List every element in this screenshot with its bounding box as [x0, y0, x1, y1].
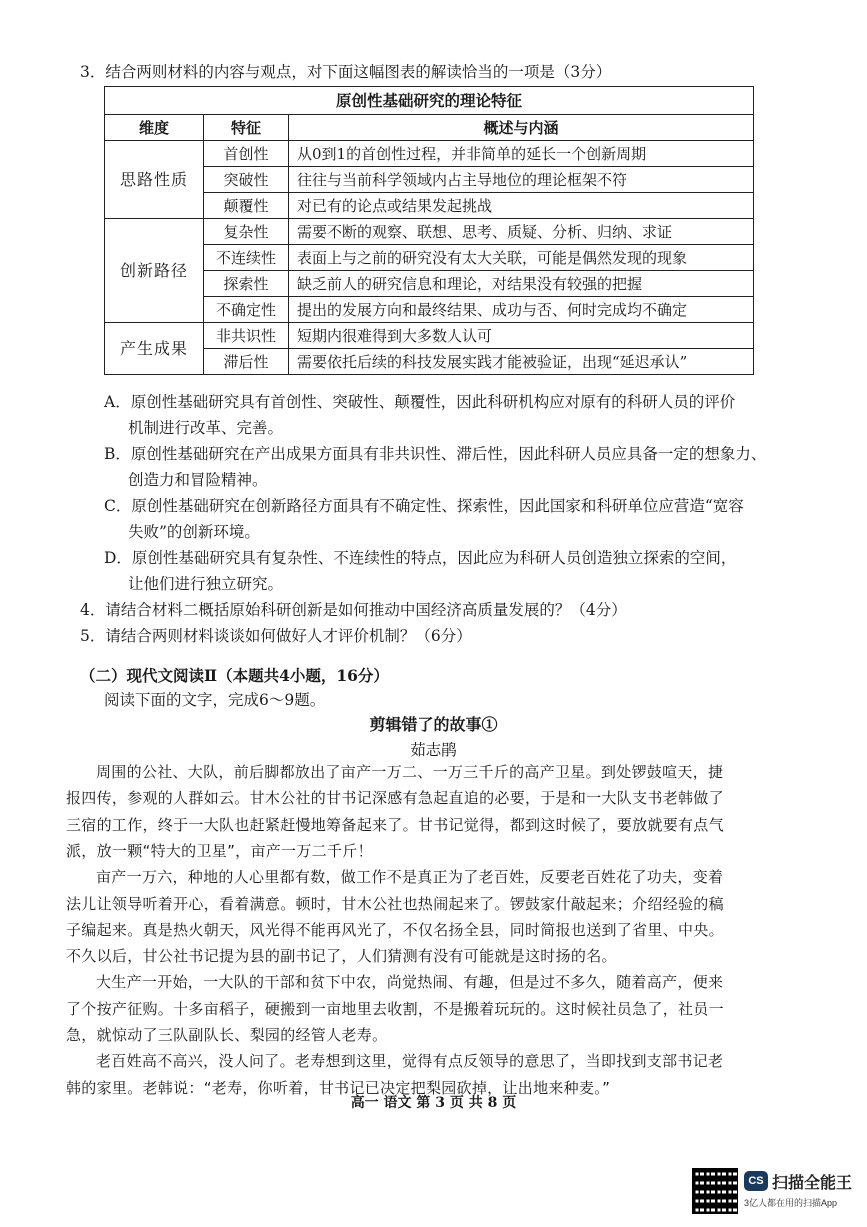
- table-row: [105, 141, 754, 167]
- story-line: 韩的家里。老韩说：“老寿，你听着，甘书记已决定把梨园砍掉，让出地来种麦。”: [66, 1078, 611, 1097]
- page-footer: 高一 语文 第 3 页 共 8 页: [350, 1095, 517, 1111]
- feature-cell: 复杂性: [204, 219, 289, 245]
- story-line: 三宿的工作，终于一大队也赶紧赶慢地筹备起来了。甘书记觉得，都到这时候了，要放就要有点气: [66, 815, 724, 834]
- feature-cell: 探索性: [204, 271, 289, 297]
- camscanner-logo-icon: CS: [744, 1171, 768, 1191]
- scanner-watermark: [692, 1168, 862, 1218]
- watermark-name: 扫描全能王: [772, 1175, 853, 1192]
- table-row: [105, 219, 754, 245]
- feature-cell: 非共识性: [204, 323, 289, 349]
- table-header-cell: 概述与内涵: [289, 115, 754, 141]
- description-cell: 需要不断的观察、联想、思考、质疑、分析、归纳、求证: [289, 219, 754, 245]
- table-caption-row: [105, 87, 754, 115]
- table-header-cell: 维度: [105, 115, 204, 141]
- feature-cell: 颠覆性: [204, 193, 289, 219]
- watermark-subtitle: 3亿人都在用的扫描App: [744, 1198, 838, 1208]
- story-line: 子编起来。真是热火朝天，风光得不能再风光了，不仅名扬全县，同时简报也送到了省里、中央。: [66, 920, 724, 939]
- dimension-cell: 创新路径: [105, 219, 204, 323]
- table-header-row: [105, 115, 754, 141]
- dimension-cell: 思路性质: [105, 141, 204, 219]
- reading-instruction: 阅读下面的文字，完成6～9题。: [104, 691, 326, 709]
- features-table: [104, 86, 754, 375]
- option-b-cont: 创造力和冒险精神。: [128, 471, 268, 489]
- dimension-cell: 产生成果: [105, 323, 204, 375]
- story-title: 剪辑错了的故事①: [369, 715, 498, 734]
- table-row: [105, 323, 754, 349]
- table-header-cell: 特征: [204, 115, 289, 141]
- description-cell: 从0到1的首创性过程，并非简单的延长一个创新周期: [289, 141, 754, 167]
- description-cell: 提出的发展方向和最终结果、成功与否、何时完成均不确定: [289, 297, 754, 323]
- section-heading: （二）现代文阅读Ⅱ（本题共4小题，16分）: [80, 666, 389, 685]
- option-c-cont: 失败”的创新环境。: [128, 523, 260, 541]
- feature-cell: 不确定性: [204, 297, 289, 323]
- description-cell: 往往与当前科学领域内占主导地位的理论框架不符: [289, 167, 754, 193]
- question-4: 4．请结合材料二概括原始科研创新是如何推动中国经济高质量发展的？（4分）: [80, 601, 627, 619]
- story-line: 不久以后，甘公社书记提为县的副书记了，人们猜测有没有可能就是这时扬的名。: [66, 947, 617, 966]
- table-caption: 原创性基础研究的理论特征: [105, 87, 754, 115]
- story-author: 茹志鹃: [410, 741, 457, 759]
- option-d-cont: 让他们进行独立研究。: [128, 575, 284, 593]
- feature-cell: 滞后性: [204, 349, 289, 375]
- option-d: D．原创性基础研究具有复杂性、不连续性的特点，因此应为科研人员创造独立探索的空间，: [104, 549, 737, 567]
- description-cell: 短期内很难得到大多数人认可: [289, 323, 754, 349]
- option-c: C．原创性基础研究在创新路径方面具有不确定性、探索性，因此国家和科研单位应营造“宽容: [104, 497, 744, 515]
- feature-cell: 突破性: [204, 167, 289, 193]
- qr-code-icon: [692, 1168, 738, 1214]
- description-cell: 对已有的论点或结果发起挑战: [289, 193, 754, 219]
- description-cell: 缺乏前人的研究信息和理论，对结果没有较强的把握: [289, 271, 754, 297]
- feature-cell: 不连续性: [204, 245, 289, 271]
- question-5: 5．请结合两则材料谈谈如何做好人才评价机制？（6分）: [80, 627, 472, 645]
- story-line: 了个按产征购。十多亩稻子，硬搬到一亩地里去收割，不是搬着玩玩的。这时候社员急了，社员一: [66, 999, 724, 1018]
- story-line: 大生产一开始，一大队的干部和贫下中农，尚觉热闹、有趣，但是过不多久，随着高产，便来: [96, 973, 724, 992]
- story-line: 法儿让领导听着开心，看着满意。顿时，甘木公社也热闹起来了。锣鼓家什敲起来；介绍经验的稿: [66, 894, 724, 913]
- story-line: 派，放一颗“特大的卫星”，亩产一万二千斤！: [66, 841, 373, 860]
- option-a: A．原创性基础研究具有首创性、突破性、颠覆性，因此科研机构应对原有的科研人员的评价: [104, 393, 736, 411]
- option-a-cont: 机制进行改革、完善。: [128, 419, 284, 437]
- description-cell: 表面上与之前的研究没有太大关联，可能是偶然发现的现象: [289, 245, 754, 271]
- option-b: B．原创性基础研究在产出成果方面具有非共识性、滞后性，因此科研人员应具备一定的想象力、: [104, 445, 767, 463]
- story-line: 老百姓高不高兴，没人问了。老寿想到这里，觉得有点反领导的意思了，当即找到支部书记老: [96, 1052, 724, 1071]
- feature-cell: 首创性: [204, 141, 289, 167]
- story-line: 报四传，参观的人群如云。甘木公社的甘书记深感有急起直追的必要，于是和一大队支书老韩做了: [66, 789, 724, 808]
- description-cell: 需要依托后续的科技发展实践才能被验证，出现“延迟承认”: [289, 349, 754, 375]
- story-line: 亩产一万六，种地的人心里都有数，做工作不是真正为了老百姓，反要老百姓花了功夫，变着: [96, 868, 724, 887]
- story-line: 周围的公社、大队，前后脚都放出了亩产一万二、一万三千斤的高产卫星。到处锣鼓喧天，捷: [96, 763, 724, 781]
- question-3: 3．结合两则材料的内容与观点，对下面这幅图表的解读恰当的一项是（3分）: [80, 63, 612, 81]
- story-line: 急，就惊动了三队副队长、梨园的经管人老寿。: [66, 1026, 388, 1044]
